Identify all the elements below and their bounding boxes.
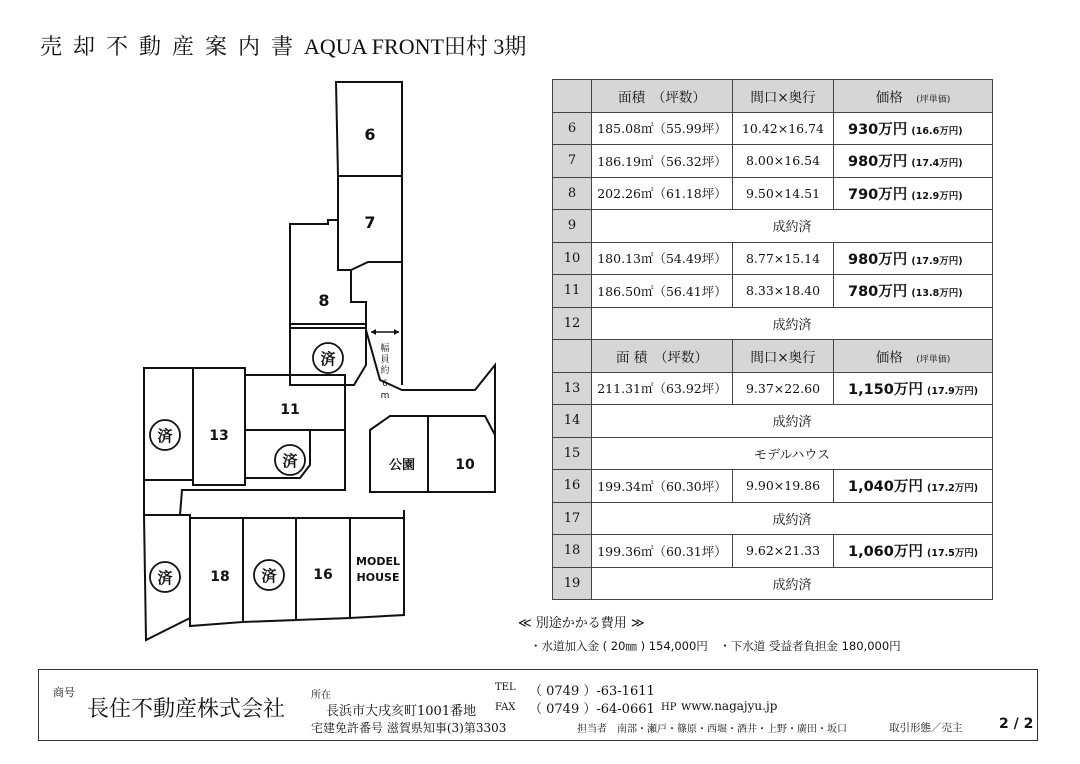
tel-label: TEL bbox=[495, 682, 516, 693]
lot-price-cell bbox=[834, 535, 993, 568]
lot-label-6: 6 bbox=[364, 125, 376, 144]
lot-tsubo-price: (17.4万円) bbox=[911, 158, 963, 170]
model-house-label-2: HOUSE bbox=[356, 571, 400, 584]
lot-frontage-depth: 10.42×16.74 bbox=[733, 112, 834, 145]
lot-price: 790万円 bbox=[848, 186, 908, 203]
lot-number: 14 bbox=[553, 405, 592, 438]
lot-price-cell bbox=[834, 242, 993, 275]
header-area: 面積 （坪数） bbox=[592, 80, 733, 113]
lot-frontage-depth: 8.77×15.14 bbox=[733, 242, 834, 275]
lot-number: 17 bbox=[553, 502, 592, 535]
lot-price: 930万円 bbox=[848, 121, 908, 138]
trade-label: 商号 bbox=[53, 686, 75, 699]
table-row bbox=[553, 112, 993, 145]
table-row bbox=[553, 567, 993, 600]
price-table bbox=[552, 79, 993, 600]
sold-mark: 済 bbox=[157, 427, 173, 445]
table-row bbox=[553, 470, 993, 503]
table-row bbox=[553, 145, 993, 178]
fax: （ 0749 ）-64-0661 bbox=[529, 702, 655, 717]
lot-label-18: 18 bbox=[210, 569, 230, 585]
location-label: 所在 bbox=[311, 690, 331, 701]
road-note-2: 員 bbox=[380, 355, 390, 365]
website-link[interactable]: www.nagajyu.jp bbox=[681, 699, 778, 713]
model-house-label-1: MODEL bbox=[356, 555, 400, 568]
table-row bbox=[553, 372, 993, 405]
address: 長浜市大戌亥町1001番地 bbox=[326, 704, 477, 719]
row-note: 成約済 bbox=[592, 405, 993, 438]
lot-number: 19 bbox=[553, 567, 592, 600]
table-row bbox=[553, 502, 993, 535]
table-body-1 bbox=[553, 112, 993, 340]
lot-price: 980万円 bbox=[848, 251, 908, 268]
table-row bbox=[553, 535, 993, 568]
hp-label: HP bbox=[661, 702, 677, 713]
license: 宅建免許番号 滋賀県知事(3)第3303 bbox=[311, 721, 507, 735]
road-note-4: 6 bbox=[382, 379, 388, 389]
title-name: AQUA FRONT田村 3期 bbox=[303, 34, 527, 59]
lot-label-13: 13 bbox=[209, 428, 229, 444]
lot-price-cell bbox=[834, 470, 993, 503]
header-price bbox=[834, 340, 993, 373]
lot-label-8: 8 bbox=[318, 291, 330, 310]
header-price-label: 価格 bbox=[875, 89, 903, 106]
header-size: 間口×奥行 bbox=[733, 80, 834, 113]
sold-mark: 済 bbox=[157, 569, 173, 587]
lot-number: 6 bbox=[553, 112, 592, 145]
lot-label-10: 10 bbox=[455, 457, 475, 473]
fees-heading: ≪ 別途かかる費用 ≫ bbox=[518, 616, 645, 631]
lot-tsubo-price: (17.5万円) bbox=[927, 548, 979, 560]
road-note-1: 幅 bbox=[380, 344, 390, 354]
lot-tsubo-price: (17.9万円) bbox=[911, 255, 963, 267]
header-area: 面 積 （坪数） bbox=[592, 340, 733, 373]
sold-mark: 済 bbox=[282, 452, 298, 470]
lot-number: 9 bbox=[553, 210, 592, 243]
lot-price-cell bbox=[834, 275, 993, 308]
lot-number: 11 bbox=[553, 275, 592, 308]
table-row bbox=[553, 437, 993, 470]
company-name: 長住不動産株式会社 bbox=[87, 697, 286, 722]
lot-frontage-depth: 9.90×19.86 bbox=[733, 470, 834, 503]
fax-label: FAX bbox=[495, 702, 516, 713]
header-unit: (坪単価) bbox=[916, 354, 951, 365]
table-row bbox=[553, 275, 993, 308]
lot-number: 8 bbox=[553, 177, 592, 210]
page-number: 2 / 2 bbox=[999, 716, 1034, 732]
row-note: 成約済 bbox=[592, 307, 993, 340]
fees-line: ・水道加入金 ( 20㎜ ) 154,000円 ・下水道 受益者負担金 180,000円 bbox=[530, 639, 901, 653]
lot-number: 18 bbox=[553, 535, 592, 568]
lot-area: 199.36㎡（60.31坪） bbox=[592, 535, 733, 568]
company-footer bbox=[38, 669, 1038, 741]
lot-13-shape bbox=[193, 368, 245, 485]
lot-price-cell bbox=[834, 145, 993, 178]
table-row bbox=[553, 242, 993, 275]
lot-price-cell bbox=[834, 177, 993, 210]
lot-tsubo-price: (17.9万円) bbox=[927, 385, 979, 397]
sold-mark: 済 bbox=[320, 350, 336, 368]
arrow-right-icon bbox=[394, 329, 399, 335]
lot-frontage-depth: 9.62×21.33 bbox=[733, 535, 834, 568]
row-note: 成約済 bbox=[592, 210, 993, 243]
lot-10-shape bbox=[428, 416, 495, 492]
lot-model-shape bbox=[350, 518, 404, 618]
lot-number: 10 bbox=[553, 242, 592, 275]
table-header bbox=[553, 80, 993, 113]
lot-area: 211.31㎡（63.92坪） bbox=[592, 372, 733, 405]
sold-mark: 済 bbox=[261, 567, 277, 585]
lot-price: 1,150万円 bbox=[848, 381, 923, 398]
lot-area: 180.13㎡（54.49坪） bbox=[592, 242, 733, 275]
lot-number: 7 bbox=[553, 145, 592, 178]
deal-type: 取引形態／売主 bbox=[889, 722, 963, 734]
header-price-label: 価格 bbox=[875, 349, 903, 366]
title-prefix: 売 却 不 動 産 案 内 書 bbox=[40, 35, 295, 60]
park-shape bbox=[370, 416, 428, 492]
row-note: 成約済 bbox=[592, 567, 993, 600]
table-row bbox=[553, 405, 993, 438]
header-price bbox=[834, 80, 993, 113]
lot-price-cell bbox=[834, 372, 993, 405]
table-row bbox=[553, 307, 993, 340]
table-row bbox=[553, 210, 993, 243]
tel: （ 0749 ）-63-1611 bbox=[529, 684, 655, 699]
lot-area: 202.26㎡（61.18坪） bbox=[592, 177, 733, 210]
lot-frontage-depth: 9.50×14.51 bbox=[733, 177, 834, 210]
lot-sold-c-shape bbox=[144, 368, 193, 480]
header-no bbox=[553, 80, 592, 113]
lot-number: 12 bbox=[553, 307, 592, 340]
table-header bbox=[553, 340, 993, 373]
lot-frontage-depth: 8.00×16.54 bbox=[733, 145, 834, 178]
lot-price: 1,060万円 bbox=[848, 544, 923, 561]
table-row bbox=[553, 177, 993, 210]
page-title bbox=[40, 30, 526, 61]
lot-price-cell bbox=[834, 112, 993, 145]
lot-map-svg bbox=[140, 80, 500, 650]
header-no bbox=[553, 340, 592, 373]
lot-frontage-depth: 8.33×18.40 bbox=[733, 275, 834, 308]
lot-area: 185.08㎡（55.99坪） bbox=[592, 112, 733, 145]
lot-area: 186.19㎡（56.32坪） bbox=[592, 145, 733, 178]
lot-frontage-depth: 9.37×22.60 bbox=[733, 372, 834, 405]
lot-label-7: 7 bbox=[364, 213, 376, 232]
lot-number: 13 bbox=[553, 372, 592, 405]
lot-price: 780万円 bbox=[848, 284, 908, 301]
lot-tsubo-price: (16.6万円) bbox=[911, 125, 963, 137]
lot-tsubo-price: (12.9万円) bbox=[911, 190, 963, 202]
staff: 担当者 南部・瀬戸・篠原・西堀・酒井・上野・廣田・坂口 bbox=[577, 724, 847, 735]
lot-map bbox=[140, 80, 500, 650]
park-label: 公園 bbox=[388, 458, 416, 473]
lot-price: 1,040万円 bbox=[848, 479, 923, 496]
lot-tsubo-price: (13.8万円) bbox=[911, 288, 963, 300]
lot-area: 186.50㎡（56.41坪） bbox=[592, 275, 733, 308]
lot-label-11: 11 bbox=[280, 402, 300, 418]
lot-number: 15 bbox=[553, 437, 592, 470]
lot-8-shape bbox=[290, 220, 366, 328]
lot-tsubo-price: (17.2万円) bbox=[927, 483, 979, 495]
road-note-3: 約 bbox=[380, 366, 390, 376]
row-note: 成約済 bbox=[592, 502, 993, 535]
header-unit: (坪単価) bbox=[916, 94, 951, 105]
lot-number: 16 bbox=[553, 470, 592, 503]
lot-price: 980万円 bbox=[848, 154, 908, 171]
row-note: モデルハウス bbox=[592, 437, 993, 470]
table-body-2 bbox=[553, 372, 993, 600]
lot-area: 199.34㎡（60.30坪） bbox=[592, 470, 733, 503]
lot-label-16: 16 bbox=[313, 567, 333, 583]
arrow-left-icon bbox=[371, 329, 376, 335]
header-size: 間口×奥行 bbox=[733, 340, 834, 373]
road-note-5: m bbox=[380, 391, 390, 401]
